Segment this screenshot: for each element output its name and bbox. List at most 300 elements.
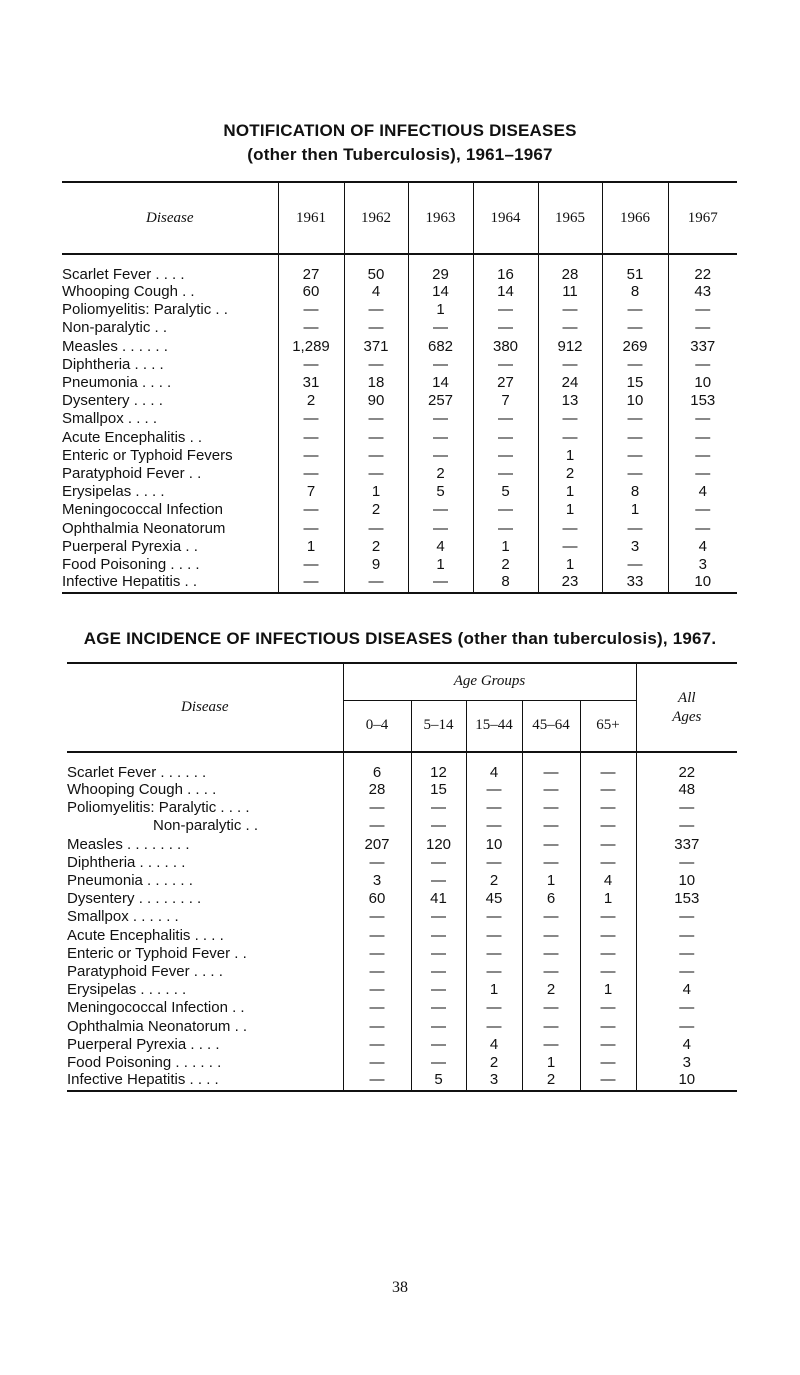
value-cell: 28 (343, 781, 411, 799)
value-cell: 10 (668, 574, 737, 593)
value-cell: — (580, 799, 636, 817)
table-row (62, 447, 737, 465)
value-cell: — (580, 908, 636, 926)
value-cell: — (522, 999, 580, 1017)
year-column-header: 1964 (473, 182, 538, 254)
value-cell: — (343, 1017, 411, 1035)
value-cell: — (411, 945, 466, 963)
value-cell: — (668, 410, 737, 428)
value-cell: — (522, 1036, 580, 1054)
value-cell: — (602, 556, 668, 574)
table-row (67, 927, 737, 945)
value-cell: 22 (668, 254, 737, 283)
value-cell: 3 (636, 1054, 737, 1072)
value-cell: 2 (466, 1054, 522, 1072)
value-cell: — (522, 836, 580, 854)
disease-name: Acute Encephalitis . . (62, 428, 203, 446)
value-cell: — (278, 465, 344, 483)
value-cell: — (278, 501, 344, 519)
value-cell: — (411, 1017, 466, 1035)
value-cell: — (580, 817, 636, 835)
value-cell: — (278, 301, 344, 319)
value-cell: 4 (408, 538, 473, 556)
value-cell: — (668, 301, 737, 319)
value-cell: 1 (538, 556, 602, 574)
value-cell: — (344, 465, 408, 483)
value-cell: 1,289 (278, 338, 344, 356)
disease-name: Puerperal Pyrexia . . . . (67, 1035, 220, 1053)
disease-name: Scarlet Fever . . . . . . (67, 764, 207, 781)
age-incidence-title: AGE INCIDENCE OF INFECTIOUS DISEASES (other than tuberculosis), 1967. (83, 629, 717, 648)
value-cell: — (344, 574, 408, 593)
value-cell: 15 (411, 781, 466, 799)
value-cell: — (522, 927, 580, 945)
value-cell: — (580, 927, 636, 945)
disease-name: Diphtheria . . . . (62, 355, 164, 373)
table-row (62, 574, 737, 593)
value-cell: — (408, 501, 473, 519)
value-cell: — (473, 319, 538, 337)
value-cell: 13 (538, 392, 602, 410)
value-cell: — (668, 447, 737, 465)
all-ages-header-line1: All (678, 689, 696, 706)
table-row (62, 356, 737, 374)
table-row (67, 1036, 737, 1054)
value-cell: — (580, 963, 636, 981)
value-cell: 28 (538, 254, 602, 283)
value-cell: 27 (473, 374, 538, 392)
value-cell: 1 (344, 483, 408, 501)
table-row (62, 483, 737, 501)
value-cell: 7 (473, 392, 538, 410)
value-cell: 24 (538, 374, 602, 392)
disease-name: Puerperal Pyrexia . . (62, 537, 198, 555)
value-cell: 337 (636, 836, 737, 854)
value-cell: 120 (411, 836, 466, 854)
value-cell: 3 (602, 538, 668, 556)
value-cell: — (408, 410, 473, 428)
disease-name: Food Poisoning . . . . . . (67, 1053, 222, 1071)
value-cell: — (522, 799, 580, 817)
value-cell: — (278, 519, 344, 537)
value-cell: — (411, 872, 466, 890)
value-cell: — (580, 836, 636, 854)
value-cell: 7 (278, 483, 344, 501)
year-column-header: 1966 (602, 182, 668, 254)
disease-name: Erysipelas . . . . . . (67, 981, 187, 999)
notification-table (62, 181, 737, 594)
disease-name: Scarlet Fever . . . . (62, 266, 185, 283)
value-cell: — (602, 319, 668, 337)
age-incidence-table (67, 662, 737, 1092)
value-cell: — (522, 908, 580, 926)
value-cell: 3 (466, 1072, 522, 1091)
value-cell: 29 (408, 254, 473, 283)
table-row (67, 872, 737, 890)
year-column-header: 1963 (408, 182, 473, 254)
value-cell: 43 (668, 283, 737, 301)
table-row (62, 319, 737, 337)
value-cell: — (636, 945, 737, 963)
value-cell: — (344, 356, 408, 374)
disease-name: Whooping Cough . . . . (67, 781, 217, 799)
value-cell: — (411, 1036, 466, 1054)
table-row (67, 908, 737, 926)
value-cell: — (344, 519, 408, 537)
value-cell: 18 (344, 374, 408, 392)
value-cell: 2 (538, 465, 602, 483)
value-cell: 269 (602, 338, 668, 356)
table-row (62, 429, 737, 447)
value-cell: 257 (408, 392, 473, 410)
value-cell: — (466, 945, 522, 963)
value-cell: — (538, 356, 602, 374)
value-cell: — (408, 519, 473, 537)
age-group-header: 65+ (580, 700, 636, 752)
value-cell: 2 (344, 538, 408, 556)
value-cell: — (580, 781, 636, 799)
value-cell: 207 (343, 836, 411, 854)
value-cell: — (473, 501, 538, 519)
value-cell: 2 (278, 392, 344, 410)
value-cell: — (411, 999, 466, 1017)
disease-name: Dysentery . . . . (62, 392, 163, 410)
value-cell: — (278, 447, 344, 465)
value-cell: — (411, 908, 466, 926)
age-incidence-table-body (67, 752, 737, 1091)
value-cell: — (538, 319, 602, 337)
value-cell: — (580, 752, 636, 781)
value-cell: — (466, 854, 522, 872)
age-group-header: 45–64 (522, 700, 580, 752)
disease-name: Infective Hepatitis . . (62, 574, 278, 593)
page-number: 38 (392, 1279, 408, 1296)
disease-name: Dysentery . . . . . . . . (67, 890, 202, 908)
value-cell: — (473, 301, 538, 319)
value-cell: — (278, 556, 344, 574)
value-cell: 4 (636, 981, 737, 999)
value-cell: 33 (602, 574, 668, 593)
disease-name: Non-paralytic . . (153, 817, 259, 835)
table-row (62, 392, 737, 410)
value-cell: — (580, 854, 636, 872)
value-cell: — (602, 447, 668, 465)
value-cell: 2 (473, 556, 538, 574)
value-cell: 3 (343, 872, 411, 890)
table-row (67, 1017, 737, 1035)
value-cell: — (473, 429, 538, 447)
value-cell: — (580, 1036, 636, 1054)
age-groups-header: Age Groups (343, 663, 636, 700)
value-cell: 45 (466, 890, 522, 908)
value-cell: — (466, 817, 522, 835)
value-cell: 14 (473, 283, 538, 301)
value-cell: — (343, 1054, 411, 1072)
value-cell: 10 (636, 1072, 737, 1091)
value-cell: — (408, 319, 473, 337)
value-cell: 1 (473, 538, 538, 556)
value-cell: — (466, 927, 522, 945)
value-cell: — (408, 574, 473, 593)
value-cell: 8 (602, 483, 668, 501)
value-cell: — (522, 1017, 580, 1035)
value-cell: — (344, 447, 408, 465)
value-cell: — (278, 410, 344, 428)
value-cell: — (473, 447, 538, 465)
value-cell: 1 (278, 538, 344, 556)
value-cell: — (602, 465, 668, 483)
table-row (62, 538, 737, 556)
disease-name: Smallpox . . . . . . (67, 908, 179, 926)
value-cell: 60 (343, 890, 411, 908)
value-cell: — (538, 301, 602, 319)
value-cell: — (636, 963, 737, 981)
value-cell: 337 (668, 338, 737, 356)
value-cell: — (522, 945, 580, 963)
disease-name: Erysipelas . . . . (62, 483, 165, 501)
disease-name: Measles . . . . . . . . (67, 835, 190, 853)
disease-name: Food Poisoning . . . . (62, 555, 200, 573)
value-cell: — (538, 429, 602, 447)
value-cell: — (344, 429, 408, 447)
value-cell: — (344, 319, 408, 337)
value-cell: — (411, 799, 466, 817)
value-cell: 1 (408, 556, 473, 574)
value-cell: — (343, 1072, 411, 1091)
table-row (62, 254, 737, 283)
value-cell: — (408, 356, 473, 374)
table-row (62, 410, 737, 428)
value-cell: — (466, 799, 522, 817)
value-cell: — (538, 410, 602, 428)
value-cell: — (466, 908, 522, 926)
table-row (62, 556, 737, 574)
disease-name: Smallpox . . . . (62, 410, 158, 428)
value-cell: 1 (538, 501, 602, 519)
value-cell: — (411, 817, 466, 835)
value-cell: 1 (408, 301, 473, 319)
value-cell: — (602, 519, 668, 537)
value-cell: — (636, 817, 737, 835)
value-cell: 12 (411, 752, 466, 781)
value-cell: — (343, 927, 411, 945)
value-cell: 10 (466, 836, 522, 854)
value-cell: 6 (343, 752, 411, 781)
value-cell: — (668, 319, 737, 337)
value-cell: 16 (473, 254, 538, 283)
disease-name: Diphtheria . . . . . . (67, 853, 186, 871)
value-cell: — (636, 1017, 737, 1035)
value-cell: — (473, 465, 538, 483)
value-cell: 5 (473, 483, 538, 501)
value-cell: — (636, 799, 737, 817)
value-cell: — (411, 854, 466, 872)
value-cell: — (522, 817, 580, 835)
value-cell: — (278, 319, 344, 337)
value-cell: — (580, 945, 636, 963)
table-row (67, 817, 737, 835)
all-ages-header-line2: Ages (672, 708, 702, 725)
value-cell: — (343, 908, 411, 926)
value-cell: 1 (538, 483, 602, 501)
value-cell: — (636, 854, 737, 872)
age-incidence-header-row (67, 663, 737, 700)
value-cell: 1 (580, 890, 636, 908)
table-row (62, 374, 737, 392)
value-cell: 6 (522, 890, 580, 908)
value-cell: 11 (538, 283, 602, 301)
value-cell: 682 (408, 338, 473, 356)
value-cell: 9 (344, 556, 408, 574)
age-group-header: 0–4 (343, 700, 411, 752)
year-column-header: 1965 (538, 182, 602, 254)
disease-name: Pneumonia . . . . . . (67, 872, 193, 890)
value-cell: — (343, 817, 411, 835)
value-cell: — (668, 465, 737, 483)
value-cell: — (668, 356, 737, 374)
disease-name: Measles . . . . . . (62, 337, 168, 355)
notification-title: NOTIFICATION OF INFECTIOUS DISEASES (223, 121, 577, 140)
table-row (67, 854, 737, 872)
value-cell: 4 (580, 872, 636, 890)
table-row (67, 1072, 737, 1091)
value-cell: 1 (580, 981, 636, 999)
value-cell: — (466, 1017, 522, 1035)
value-cell: 10 (668, 374, 737, 392)
value-cell: — (668, 501, 737, 519)
all-ages-header (636, 663, 737, 752)
value-cell: 48 (636, 781, 737, 799)
table-row (67, 752, 737, 781)
value-cell: 1 (522, 1054, 580, 1072)
disease-name: Acute Encephalitis . . . . (67, 926, 224, 944)
value-cell: 2 (344, 501, 408, 519)
disease-name: Poliomyelitis: Paralytic . . (62, 301, 228, 319)
value-cell: — (522, 854, 580, 872)
table-row (62, 301, 737, 319)
value-cell: — (343, 854, 411, 872)
disease-name: Infective Hepatitis . . . . (67, 1072, 343, 1091)
value-cell: 31 (278, 374, 344, 392)
year-column-header: 1962 (344, 182, 408, 254)
value-cell: 1 (522, 872, 580, 890)
value-cell: — (580, 1054, 636, 1072)
value-cell: 4 (466, 752, 522, 781)
table-row (67, 999, 737, 1017)
value-cell: — (473, 519, 538, 537)
value-cell: — (580, 999, 636, 1017)
value-cell: — (344, 301, 408, 319)
value-cell: — (344, 410, 408, 428)
value-cell: — (411, 963, 466, 981)
value-cell: 22 (636, 752, 737, 781)
value-cell: 1 (466, 981, 522, 999)
value-cell: 5 (411, 1072, 466, 1091)
value-cell: 4 (466, 1036, 522, 1054)
value-cell: 41 (411, 890, 466, 908)
age-group-header: 5–14 (411, 700, 466, 752)
value-cell: 153 (636, 890, 737, 908)
value-cell: — (522, 963, 580, 981)
value-cell: 8 (602, 283, 668, 301)
value-cell: 23 (538, 574, 602, 593)
value-cell: 1 (602, 501, 668, 519)
value-cell: — (522, 781, 580, 799)
table-row (67, 836, 737, 854)
value-cell: 27 (278, 254, 344, 283)
value-cell: — (343, 999, 411, 1017)
table-row (67, 963, 737, 981)
notification-table-body (62, 254, 737, 593)
value-cell: 912 (538, 338, 602, 356)
value-cell: 2 (466, 872, 522, 890)
disease-name: Ophthalmia Neonatorum (62, 519, 226, 537)
value-cell: — (538, 538, 602, 556)
value-cell: — (580, 1072, 636, 1091)
table-row (67, 945, 737, 963)
table-row (67, 981, 737, 999)
value-cell: — (466, 781, 522, 799)
value-cell: 380 (473, 338, 538, 356)
value-cell: 50 (344, 254, 408, 283)
disease-column-header: Disease (67, 663, 343, 752)
value-cell: 10 (602, 392, 668, 410)
value-cell: — (602, 429, 668, 447)
value-cell: 371 (344, 338, 408, 356)
value-cell: 4 (344, 283, 408, 301)
disease-name: Enteric or Typhoid Fevers (62, 446, 233, 464)
value-cell: — (408, 429, 473, 447)
table-row (62, 283, 737, 301)
value-cell: 2 (522, 1072, 580, 1091)
disease-name: Ophthalmia Neonatorum . . (67, 1017, 248, 1035)
value-cell: 8 (473, 574, 538, 593)
value-cell: — (538, 519, 602, 537)
value-cell: 4 (668, 538, 737, 556)
value-cell: 3 (668, 556, 737, 574)
value-cell: — (602, 410, 668, 428)
value-cell: — (602, 356, 668, 374)
value-cell: — (636, 999, 737, 1017)
value-cell: — (602, 301, 668, 319)
value-cell: — (343, 1036, 411, 1054)
value-cell: 4 (668, 483, 737, 501)
value-cell: — (343, 963, 411, 981)
disease-name: Paratyphoid Fever . . (62, 464, 202, 482)
disease-name: Poliomyelitis: Paralytic . . . . (67, 799, 250, 817)
disease-name: Meningococcal Infection . . (67, 999, 245, 1017)
value-cell: — (411, 927, 466, 945)
table-row (67, 1054, 737, 1072)
value-cell: — (343, 945, 411, 963)
value-cell: 153 (668, 392, 737, 410)
value-cell: 2 (408, 465, 473, 483)
table-row (62, 465, 737, 483)
notification-subtitle: (other then Tuberculosis), 1961–1967 (247, 145, 553, 164)
age-group-header: 15–44 (466, 700, 522, 752)
table-row (67, 890, 737, 908)
disease-name: Enteric or Typhoid Fever . . (67, 944, 247, 962)
value-cell: — (636, 908, 737, 926)
value-cell: — (473, 356, 538, 374)
disease-name: Meningococcal Infection (62, 501, 223, 519)
value-cell: 15 (602, 374, 668, 392)
table-row (62, 338, 737, 356)
value-cell: — (668, 519, 737, 537)
table-row (67, 781, 737, 799)
value-cell: — (580, 1017, 636, 1035)
value-cell: 10 (636, 872, 737, 890)
